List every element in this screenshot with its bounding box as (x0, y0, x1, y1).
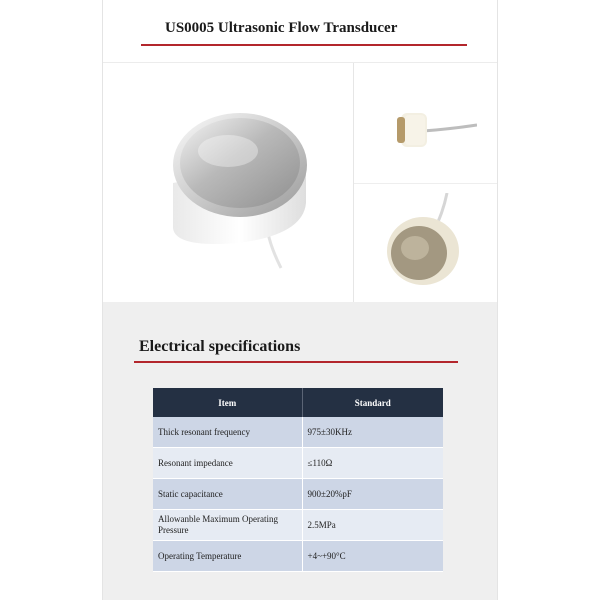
thumbnail-divider (354, 183, 497, 184)
row-item: Thick resonant frequency (153, 417, 302, 448)
transducer-front-image (103, 63, 353, 303)
row-standard: +4~+90°C (302, 541, 443, 572)
table-row (153, 541, 443, 572)
product-gallery (103, 62, 497, 304)
specifications-underline (134, 361, 458, 363)
specifications-section (103, 302, 497, 600)
row-item: Resonant impedance (153, 448, 302, 479)
thumbnail-face-view[interactable] (371, 193, 477, 297)
row-standard: ≤110Ω (302, 448, 443, 479)
table-row (153, 510, 443, 541)
product-title: US0005 Ultrasonic Flow Transducer (165, 20, 398, 36)
specifications-heading: Electrical specifications (139, 338, 301, 355)
thumbnail-side-view[interactable] (371, 81, 477, 177)
product-card (102, 0, 498, 600)
title-underline (141, 44, 467, 46)
table-row (153, 417, 443, 448)
main-product-image[interactable] (103, 63, 353, 303)
row-item: Operating Temperature (153, 541, 302, 572)
row-item: Static capacitance (153, 479, 302, 510)
row-standard: 2.5MPa (302, 510, 443, 541)
specifications-table (153, 388, 443, 572)
transducer-side-image (371, 81, 477, 177)
column-header-standard: Standard (302, 388, 443, 417)
row-standard: 900±20%pF (302, 479, 443, 510)
table-row (153, 448, 443, 479)
row-standard: 975±30KHz (302, 417, 443, 448)
column-header-item: Item (153, 388, 302, 417)
table-row (153, 479, 443, 510)
table-header-row (153, 388, 443, 417)
row-item: Allowanble Maximum Operating Pressure (153, 510, 302, 541)
transducer-face-image (371, 193, 477, 297)
